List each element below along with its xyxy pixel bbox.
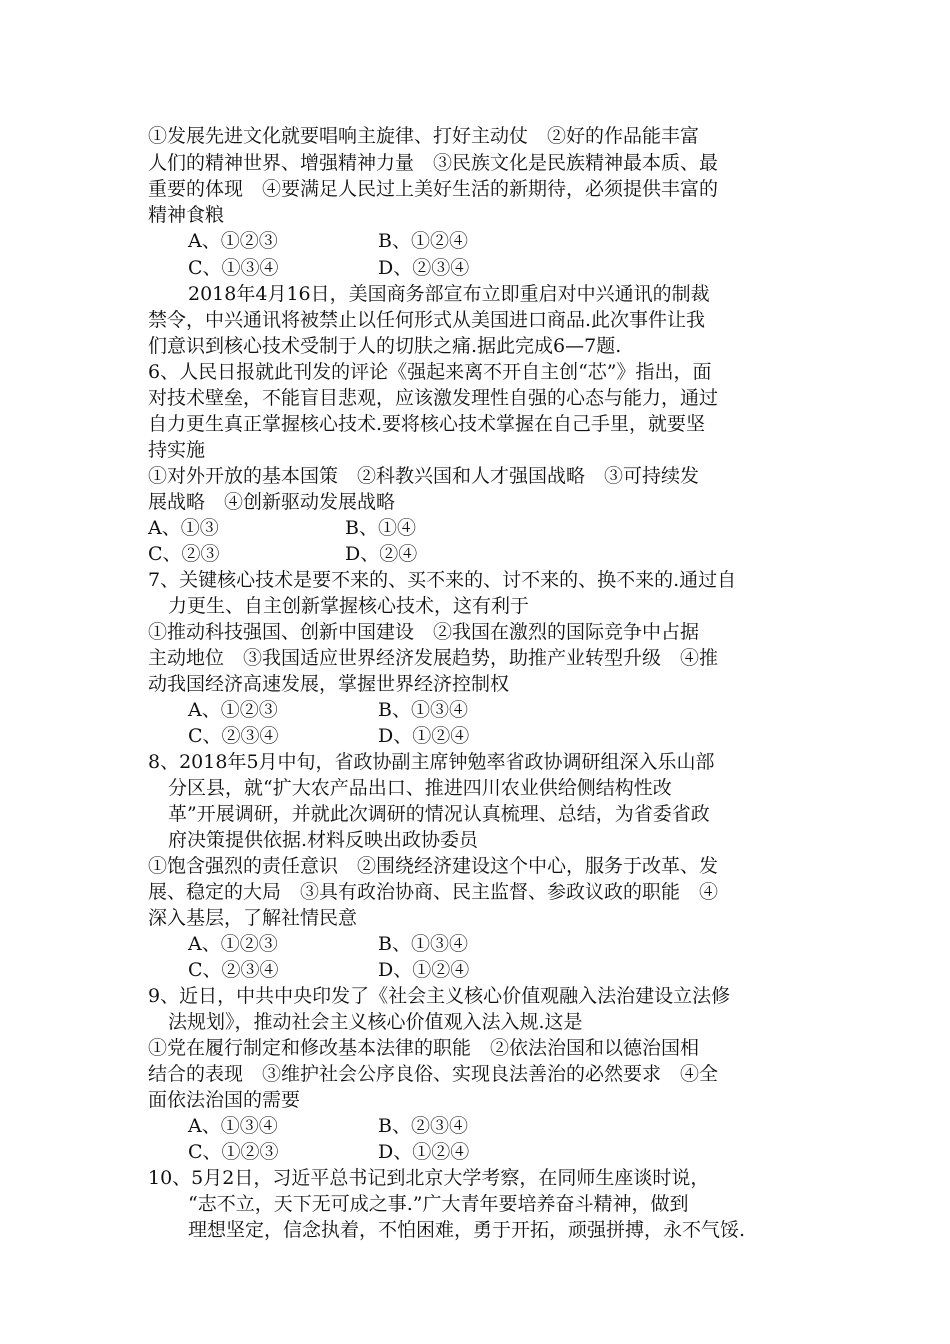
option-b: B、①③④	[378, 699, 468, 721]
option-d: D、①②④	[378, 959, 470, 981]
q9-stem-line-1: 9、近日，中共中央印发了《社会主义核心价值观融入法治建设立法修	[148, 985, 731, 1007]
option-a: A、①③	[148, 517, 219, 539]
q7-choices-line-2: 主动地位 ③我国适应世界经济发展趋势，助推产业转型升级 ④推	[148, 647, 719, 669]
q6-stem-line-3: 自力更生真正掌握核心技术.要将核心技术掌握在自己手里，就要坚	[148, 413, 706, 435]
q8-stem-line-1: 8、2018年5月中旬，省政协副主席钟勉率省政协调研组深入乐山部	[148, 751, 715, 773]
q10-stem-line-3: 理想坚定，信念执着，不怕困难，勇于开拓，顽强拼搏，永不气馁.	[188, 1219, 746, 1241]
q5-choices-line-2: 人们的精神世界、增强精神力量 ③民族文化是民族精神最本质、最	[148, 152, 719, 174]
q9-stem-line-2: 法规划》，推动社会主义核心价值观入法入规.这是	[168, 1011, 583, 1033]
q9-choices-line-2: 结合的表现 ③维护社会公序良俗、实现良法善治的必然要求 ④全	[148, 1063, 719, 1085]
intro-line-3: 们意识到核心技术受制于人的切肤之痛.据此完成6—7题.	[148, 335, 622, 357]
q8-stem-line-3: 革”开展调研，并就此次调研的情况认真梳理、总结，为省委省政	[168, 803, 710, 825]
intro-line-1: 2018年4月16日，美国商务部宣布立即重启对中兴通讯的制裁	[188, 283, 710, 305]
option-c: C、①③④	[188, 257, 279, 279]
option-c: C、②③④	[188, 959, 279, 981]
option-a: A、①②③	[188, 933, 278, 955]
option-a: A、①②③	[188, 699, 278, 721]
option-c: C、②③	[148, 543, 220, 565]
q7-stem-line-1: 7、关键核心技术是要不来的、买不来的、讨不来的、换不来的.通过自	[148, 569, 737, 591]
q6-choices-line-2: 展战略 ④创新驱动发展战略	[148, 491, 396, 513]
q8-stem-line-4: 府决策提供依据.材料反映出政协委员	[168, 829, 479, 851]
option-d: D、①②④	[378, 725, 470, 747]
option-a: A、①③④	[188, 1115, 278, 1137]
q8-choices-line-3: 深入基层，了解社情民意	[148, 907, 358, 929]
option-d: D、①②④	[378, 1141, 470, 1163]
option-b: B、①②④	[378, 230, 468, 252]
q5-choices-line-4: 精神食粮	[148, 204, 225, 226]
q7-choices-line-3: 动我国经济高速发展，掌握世界经济控制权	[148, 673, 510, 695]
q7-stem-line-2: 力更生、自主创新掌握核心技术，这有利于	[168, 595, 530, 617]
option-c: C、②③④	[188, 725, 279, 747]
q5-choices-line-3: 重要的体现 ④要满足人民过上美好生活的新期待，必须提供丰富的	[148, 178, 719, 200]
q9-choices-line-1: ①党在履行制定和修改基本法律的职能 ②依法治国和以德治国相	[148, 1037, 700, 1059]
q8-stem-line-2: 分区县，就“扩大农产品出口、推进四川农业供给侧结构性改	[168, 777, 672, 799]
q6-stem-line-4: 持实施	[148, 439, 206, 461]
option-a: A、①②③	[188, 230, 278, 252]
option-b: B、①③④	[378, 933, 468, 955]
q8-choices-line-1: ①饱含强烈的责任意识 ②围绕经济建设这个中心，服务于改革、发	[148, 855, 719, 877]
option-b: B、①④	[345, 517, 416, 539]
q10-stem-line-2: “志不立，天下无可成之事.”广大青年要培养奋斗精神，做到	[188, 1193, 689, 1215]
intro-line-2: 禁令，中兴通讯将被禁止以任何形式从美国进口商品.此次事件让我	[148, 309, 706, 331]
q9-choices-line-3: 面依法治国的需要	[148, 1089, 301, 1111]
q10-stem-line-1: 10、5月2日，习近平总书记到北京大学考察，在同师生座谈时说，	[148, 1167, 710, 1189]
option-d: D、②④	[345, 543, 418, 565]
q6-stem-line-2: 对技术壁垒，不能盲目悲观，应该激发理性自强的心态与能力，通过	[148, 387, 719, 409]
q5-choices-line-1: ①发展先进文化就要唱响主旋律、打好主动仗 ②好的作品能丰富	[148, 125, 700, 147]
q7-choices-line-1: ①推动科技强国、创新中国建设 ②我国在激烈的国际竞争中占据	[148, 621, 700, 643]
q8-choices-line-2: 展、稳定的大局 ③具有政治协商、民主监督、参政议政的职能 ④	[148, 881, 719, 903]
q6-choices-line-1: ①对外开放的基本国策 ②科教兴国和人才强国战略 ③可持续发	[148, 465, 700, 487]
option-b: B、②③④	[378, 1115, 468, 1137]
option-c: C、①②③	[188, 1141, 279, 1163]
option-d: D、②③④	[378, 257, 470, 279]
q6-stem-line-1: 6、人民日报就此刊发的评论《强起来离不开自主创“芯”》指出，面	[148, 361, 712, 383]
